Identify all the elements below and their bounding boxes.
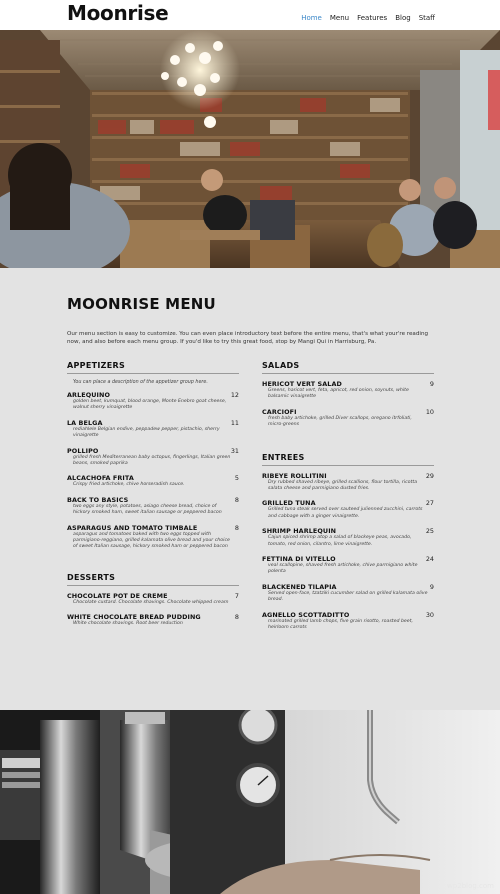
item-name: ALCACHOFA FRITA	[67, 474, 134, 483]
item-description: Grilled tuna steak served over sauteed julienned zucchini, carrots and cabbage with a ginger vinaigrette.	[268, 507, 423, 519]
item-price: 30	[425, 610, 434, 619]
item-name: RIBEYE ROLLITINI	[262, 471, 327, 480]
group-description: You can place a description of the appetizer group here.	[73, 380, 208, 385]
menu-item	[67, 474, 239, 488]
nav-menu[interactable]: Menu	[329, 14, 350, 22]
item-price: 12	[230, 391, 239, 399]
item-description: White chocolate shavings. Root beer reduction	[73, 621, 183, 627]
item-description: Dry rubbed shaved ribeye, grilled scallions, flour tortilla, ricotta salata cheese and parmigiano dusted fries.	[268, 479, 418, 492]
site-header	[0, 0, 500, 30]
item-name: HERICOT VERT SALAD	[262, 380, 342, 388]
item-description: Cajun spiced shrimp atop a salad of blackeye peas, avocado, tomato, red onion, cilantro, lime vinaigrette.	[268, 535, 412, 547]
menu-item	[262, 527, 434, 548]
item-description: grilled fresh Mediterranean baby octopus, fingerlings, Italian green beans, smoked paprika	[73, 454, 231, 467]
menu-item	[67, 419, 239, 440]
item-price: 8	[234, 523, 239, 532]
item-price: 8	[234, 495, 239, 504]
item-price: 29	[425, 471, 434, 480]
nav-staff[interactable]: Staff	[418, 14, 435, 22]
espresso-machine-image	[0, 710, 500, 894]
menu-group-salads	[262, 361, 434, 429]
menu-item	[262, 408, 434, 429]
menu-item	[67, 496, 239, 517]
item-price: 11	[230, 418, 239, 427]
hero-image	[0, 30, 500, 268]
menu-column-right	[262, 361, 434, 646]
nav-blog[interactable]: Blog	[395, 14, 411, 22]
menu-item	[262, 499, 434, 520]
item-price: 10	[425, 407, 434, 416]
menu-item	[262, 472, 434, 493]
item-description: Greens, haricot vert, feta, apricot, red onion, soynuts, white balsamic vinaigrette	[268, 388, 409, 400]
item-description: veal scallopine, shaved fresh artichoke, chive parmigiano white polenta	[268, 563, 418, 575]
menu-group-appetizers	[67, 361, 239, 551]
menu-item	[67, 524, 239, 551]
item-description: golden beet, kumquat, blood orange, Monte Enebro goat cheese, walnut sherry vinaigrette	[73, 399, 227, 411]
item-description: marinated grilled lamb chops, five grain risotto, roasted beet, heirloom carrots	[268, 618, 414, 631]
menu-item	[262, 611, 434, 632]
espresso-machine-illustration	[0, 710, 500, 894]
item-name: AGNELLO SCOTTADITTO	[262, 610, 350, 619]
item-name: LA BELGA	[67, 418, 103, 427]
menu-section	[0, 268, 500, 710]
item-description: Chocolate custard. Chocolate shavings. Chocolate whipped cream	[73, 599, 229, 605]
item-description: asparagus and tomatoes baked with two eggs topped with parmigiano-reggiano, grilled kalamata olive bread and your choice of sweet Italian sausage, hickory smoked ham or peppered bacon	[73, 531, 230, 550]
menu-title: MOONRISE MENU	[67, 295, 216, 313]
item-name: WHITE CHOCOLATE BREAD PUDDING	[67, 613, 201, 622]
item-price: 5	[234, 474, 239, 483]
item-price: 9	[429, 582, 434, 591]
item-description: two eggs any style, potatoes, asiago cheese bread, choice of hickory smoked ham, sweet italian sausage or peppered bacon	[73, 503, 222, 516]
item-price: 8	[234, 613, 239, 622]
item-name: ASPARAGUS AND TOMATO TIMBALE	[67, 523, 198, 532]
group-title: SALADS	[262, 361, 434, 374]
item-name: ARLEQUINO	[67, 391, 110, 399]
item-price: 7	[234, 591, 239, 600]
item-price: 9	[429, 380, 434, 388]
group-title: DESSERTS	[67, 573, 239, 586]
site-logo[interactable]: Moonrise	[67, 1, 169, 25]
menu-item	[67, 592, 239, 606]
item-description: fresh baby artichoke, grilled Diver scallops, oregano itrfoliati, micro-greens	[268, 415, 412, 428]
nav-features[interactable]: Features	[357, 14, 388, 22]
menu-item	[262, 555, 434, 576]
menu-item	[262, 583, 434, 604]
item-description: Served open-face, tzatziki cucumber salad on grilled kalamata olive bread.	[268, 590, 428, 603]
main-nav	[301, 14, 435, 22]
item-name: SHRIMP HARLEQUIN	[262, 527, 337, 536]
menu-intro: Our menu section is easy to customize. You can even place introductory text before the entire menu, that's what your're reading now, and also before each menu group. If you'd like to try this great food, stop by Mangi Qui in Harrisburg, Pa.	[67, 331, 429, 345]
menu-item	[262, 380, 434, 401]
item-description: Crispy fried artichoke, chive horseradish sauce.	[73, 482, 185, 488]
item-name: CARCIOFI	[262, 407, 297, 416]
item-name: GRILLED TUNA	[262, 499, 316, 508]
item-description: rediahlele Belgian endive, peppadew pepper, pistachio, sherry vinaigrette	[73, 426, 220, 439]
menu-item	[67, 447, 239, 468]
item-name: BACK TO BASICS	[67, 495, 129, 504]
menu-group-desserts	[67, 573, 239, 628]
menu-column-left	[67, 361, 239, 642]
item-price: 24	[425, 555, 434, 564]
item-price: 27	[425, 499, 434, 508]
menu-item	[67, 613, 239, 627]
menu-group-entrees	[262, 453, 434, 632]
item-name: FETTINA DI VITELLO	[262, 555, 336, 564]
item-price: 31	[230, 446, 239, 455]
group-title: APPETIZERS	[67, 361, 239, 374]
item-name: BLACKENED TILAPIA	[262, 582, 337, 591]
menu-item	[67, 391, 239, 412]
cafe-interior-illustration	[0, 30, 500, 268]
item-name: CHOCOLATE POT DE CREME	[67, 591, 168, 600]
item-name: POLLIPO	[67, 446, 99, 455]
nav-home[interactable]: Home	[301, 14, 322, 22]
group-title: ENTREES	[262, 453, 434, 466]
watermark: wp2blog.com	[447, 882, 494, 890]
item-price: 25	[425, 527, 434, 536]
